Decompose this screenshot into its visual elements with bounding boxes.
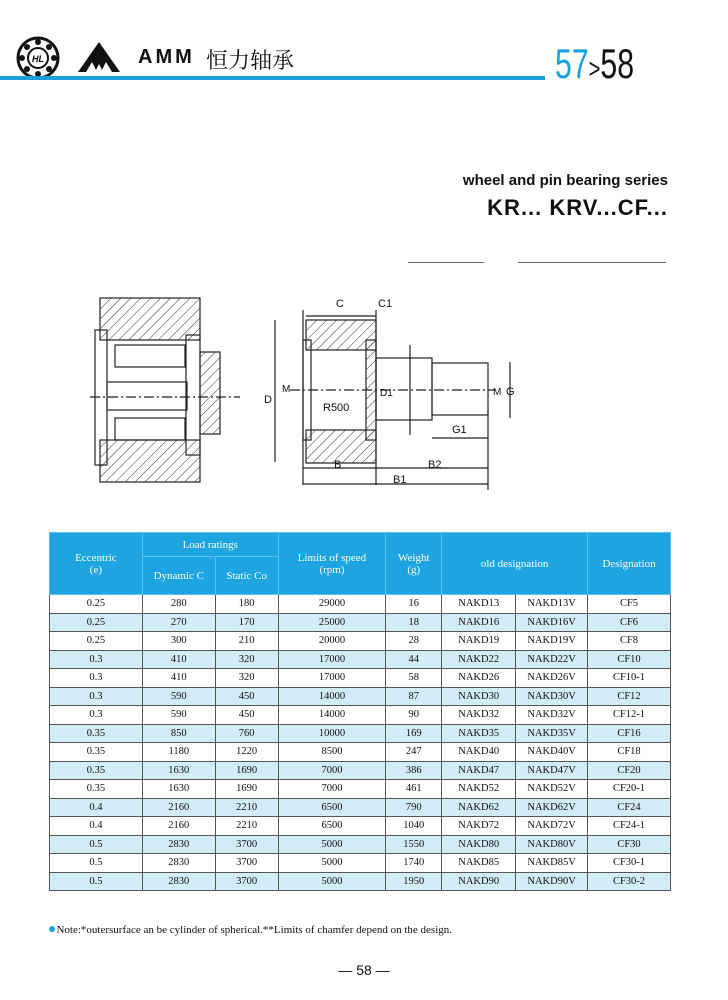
table-cell: 0.25 [50, 632, 143, 651]
dim-b: B [334, 459, 342, 471]
table-cell: 461 [386, 780, 442, 799]
table-row [50, 780, 671, 799]
table-cell: 0.3 [50, 687, 143, 706]
table-cell: NAKD47V [516, 761, 588, 780]
dim-m-right: M [493, 387, 502, 398]
table-cell: 1220 [215, 743, 278, 762]
table-cell: NAKD13 [442, 595, 516, 614]
table-cell: 1950 [386, 872, 442, 891]
series-title: KR... KRV...CF... [487, 195, 668, 220]
table-cell: 0.35 [50, 743, 143, 762]
table-cell: 790 [386, 798, 442, 817]
table-cell: CF20-1 [588, 780, 671, 799]
table-cell: 90 [386, 706, 442, 725]
table-cell: 1690 [215, 780, 278, 799]
table-cell: NAKD16 [442, 613, 516, 632]
table-cell: 28 [386, 632, 442, 651]
footnote-text: Note:*outersurface an be cylinder of spherical.**Limits of chamfer depend on the design. [56, 924, 453, 936]
table-cell: 247 [386, 743, 442, 762]
table-cell: 410 [142, 650, 215, 669]
col-old-designation: old designation [442, 533, 588, 595]
table-cell: CF30-1 [588, 854, 671, 873]
table-cell: 0.25 [50, 613, 143, 632]
table-row [50, 854, 671, 873]
table-cell: 0.35 [50, 761, 143, 780]
table-cell: 0.4 [50, 817, 143, 836]
table-cell: 590 [142, 706, 215, 725]
front-view-drawing [275, 310, 510, 490]
table-cell: 2830 [142, 872, 215, 891]
table-cell: CF20 [588, 761, 671, 780]
table-cell: CF10-1 [588, 669, 671, 688]
table-row [50, 761, 671, 780]
table-cell: 0.25 [50, 595, 143, 614]
table-cell: NAKD26 [442, 669, 516, 688]
table-cell: NAKD40V [516, 743, 588, 762]
table-cell: NAKD52 [442, 780, 516, 799]
table-cell: NAKD62 [442, 798, 516, 817]
table-cell: 5000 [278, 835, 386, 854]
dim-c1: C1 [378, 298, 393, 310]
table-cell: NAKD26V [516, 669, 588, 688]
table-cell: 0.5 [50, 835, 143, 854]
table-cell: NAKD16V [516, 613, 588, 632]
table-cell: 17000 [278, 669, 386, 688]
table-cell: 1040 [386, 817, 442, 836]
page-number: — 58 — [338, 962, 390, 978]
table-row [50, 798, 671, 817]
table-cell: NAKD40 [442, 743, 516, 762]
table-cell: 410 [142, 669, 215, 688]
dim-d: D [264, 394, 272, 406]
table-row [50, 835, 671, 854]
table-cell: 5000 [278, 854, 386, 873]
table-cell: CF5 [588, 595, 671, 614]
table-cell: 1630 [142, 761, 215, 780]
footnote: ●Note:*outersurface an be cylinder of spherical.**Limits of chamfer depend on the design. [48, 922, 453, 937]
table-cell: 2830 [142, 835, 215, 854]
table-cell: NAKD47 [442, 761, 516, 780]
table-cell: NAKD30V [516, 687, 588, 706]
col-load-ratings: Load ratings [142, 533, 278, 557]
table-cell: NAKD35 [442, 724, 516, 743]
bearing-drawing [0, 290, 728, 500]
dim-c: C [336, 298, 344, 310]
table-cell: 8500 [278, 743, 386, 762]
dim-b2: B2 [428, 459, 442, 471]
table-cell: NAKD85 [442, 854, 516, 873]
table-row [50, 706, 671, 725]
header-rule [0, 76, 545, 80]
table-cell: 170 [215, 613, 278, 632]
table-cell: NAKD32V [516, 706, 588, 725]
table-cell: 3700 [215, 854, 278, 873]
table-cell: CF12-1 [588, 706, 671, 725]
table-cell: 6500 [278, 798, 386, 817]
table-cell: 20000 [278, 632, 386, 651]
table-cell: NAKD80 [442, 835, 516, 854]
table-cell: 210 [215, 632, 278, 651]
table-cell: 270 [142, 613, 215, 632]
table-cell: 29000 [278, 595, 386, 614]
table-cell: NAKD62V [516, 798, 588, 817]
dim-g: G [506, 386, 515, 398]
table-cell: CF12 [588, 687, 671, 706]
table-cell: NAKD80V [516, 835, 588, 854]
table-cell: NAKD19V [516, 632, 588, 651]
page-prev: 57 [555, 40, 589, 87]
table-cell: 0.3 [50, 706, 143, 725]
table-cell: 2210 [215, 798, 278, 817]
table-cell: 590 [142, 687, 215, 706]
table-cell: 450 [215, 706, 278, 725]
table-cell: 2210 [215, 817, 278, 836]
col-weight: Weight (g) [386, 533, 442, 595]
table-row [50, 650, 671, 669]
bearing-spec-table [49, 532, 671, 891]
table-cell: 180 [215, 595, 278, 614]
table-cell: 1550 [386, 835, 442, 854]
table-cell: 0.35 [50, 724, 143, 743]
table-cell: 16 [386, 595, 442, 614]
table-row [50, 743, 671, 762]
table-cell: NAKD35V [516, 724, 588, 743]
dim-b1: B1 [393, 474, 407, 486]
table-cell: NAKD19 [442, 632, 516, 651]
table-cell: 17000 [278, 650, 386, 669]
col-eccentric: Eccentric (e) [50, 533, 143, 595]
table-cell: 7000 [278, 780, 386, 799]
col-static: Static Co [215, 557, 278, 595]
table-cell: 320 [215, 650, 278, 669]
table-cell: 3700 [215, 872, 278, 891]
table-cell: CF10 [588, 650, 671, 669]
table-cell: CF24 [588, 798, 671, 817]
page-range [555, 40, 634, 88]
table-cell: 14000 [278, 687, 386, 706]
table-cell: CF6 [588, 613, 671, 632]
dim-d1: D1 [380, 388, 393, 399]
table-row [50, 687, 671, 706]
dim-r500: R500 [323, 402, 350, 414]
col-designation: Designation [588, 533, 671, 595]
table-cell: NAKD22V [516, 650, 588, 669]
table-row [50, 595, 671, 614]
side-view-drawing [90, 298, 240, 482]
dim-m-left: M [282, 384, 291, 395]
table-cell: NAKD22 [442, 650, 516, 669]
table-cell: 1180 [142, 743, 215, 762]
table-cell: NAKD32 [442, 706, 516, 725]
table-cell: 44 [386, 650, 442, 669]
table-row [50, 632, 671, 651]
divider [408, 262, 484, 263]
table-cell: 0.5 [50, 872, 143, 891]
table-cell: CF24-1 [588, 817, 671, 836]
table-cell: 320 [215, 669, 278, 688]
table-cell: 14000 [278, 706, 386, 725]
table-cell: 0.35 [50, 780, 143, 799]
table-cell: 300 [142, 632, 215, 651]
table-cell: CF18 [588, 743, 671, 762]
table-row [50, 724, 671, 743]
table-row [50, 669, 671, 688]
table-cell: NAKD30 [442, 687, 516, 706]
svg-text:HL: HL [32, 54, 44, 64]
brand-name: AMM [138, 46, 195, 68]
table-cell: NAKD72 [442, 817, 516, 836]
table-row [50, 872, 671, 891]
page-next: 58 [600, 40, 635, 87]
brand-name-cn: 恒力轴承 [206, 49, 295, 74]
table-cell: 450 [215, 687, 278, 706]
table-cell: 10000 [278, 724, 386, 743]
hl-bearing-logo-icon [16, 36, 60, 80]
dim-g1: G1 [452, 424, 467, 436]
table-cell: 2830 [142, 854, 215, 873]
table-cell: CF30 [588, 835, 671, 854]
table-cell: CF16 [588, 724, 671, 743]
table-cell: 1740 [386, 854, 442, 873]
table-cell: NAKD13V [516, 595, 588, 614]
table-cell: 850 [142, 724, 215, 743]
table-cell: NAKD90 [442, 872, 516, 891]
table-cell: 0.4 [50, 798, 143, 817]
table-row [50, 613, 671, 632]
table-cell: 7000 [278, 761, 386, 780]
table-cell: CF8 [588, 632, 671, 651]
table-cell: 6500 [278, 817, 386, 836]
series-subtitle: wheel and pin bearing series [462, 172, 668, 189]
table-cell: 1630 [142, 780, 215, 799]
table-cell: 0.3 [50, 650, 143, 669]
table-cell: 0.5 [50, 854, 143, 873]
table-cell: 18 [386, 613, 442, 632]
table-cell: NAKD52V [516, 780, 588, 799]
table-cell: 2160 [142, 817, 215, 836]
table-cell: 169 [386, 724, 442, 743]
col-speed: Limits of speed (rpm) [278, 533, 386, 595]
table-cell: NAKD85V [516, 854, 588, 873]
table-cell: NAKD72V [516, 817, 588, 836]
table-cell: 1690 [215, 761, 278, 780]
table-cell: 5000 [278, 872, 386, 891]
table-cell: NAKD90V [516, 872, 588, 891]
triangle-logo-icon [76, 40, 122, 74]
table-row [50, 817, 671, 836]
divider [518, 262, 666, 263]
table-cell: 58 [386, 669, 442, 688]
table-cell: 2160 [142, 798, 215, 817]
col-dynamic: Dynamic C [142, 557, 215, 595]
table-cell: CF30-2 [588, 872, 671, 891]
table-cell: 760 [215, 724, 278, 743]
table-cell: 25000 [278, 613, 386, 632]
table-cell: 3700 [215, 835, 278, 854]
table-cell: 280 [142, 595, 215, 614]
table-cell: 87 [386, 687, 442, 706]
table-cell: 0.3 [50, 669, 143, 688]
page-sep: > [588, 53, 601, 84]
table-cell: 386 [386, 761, 442, 780]
